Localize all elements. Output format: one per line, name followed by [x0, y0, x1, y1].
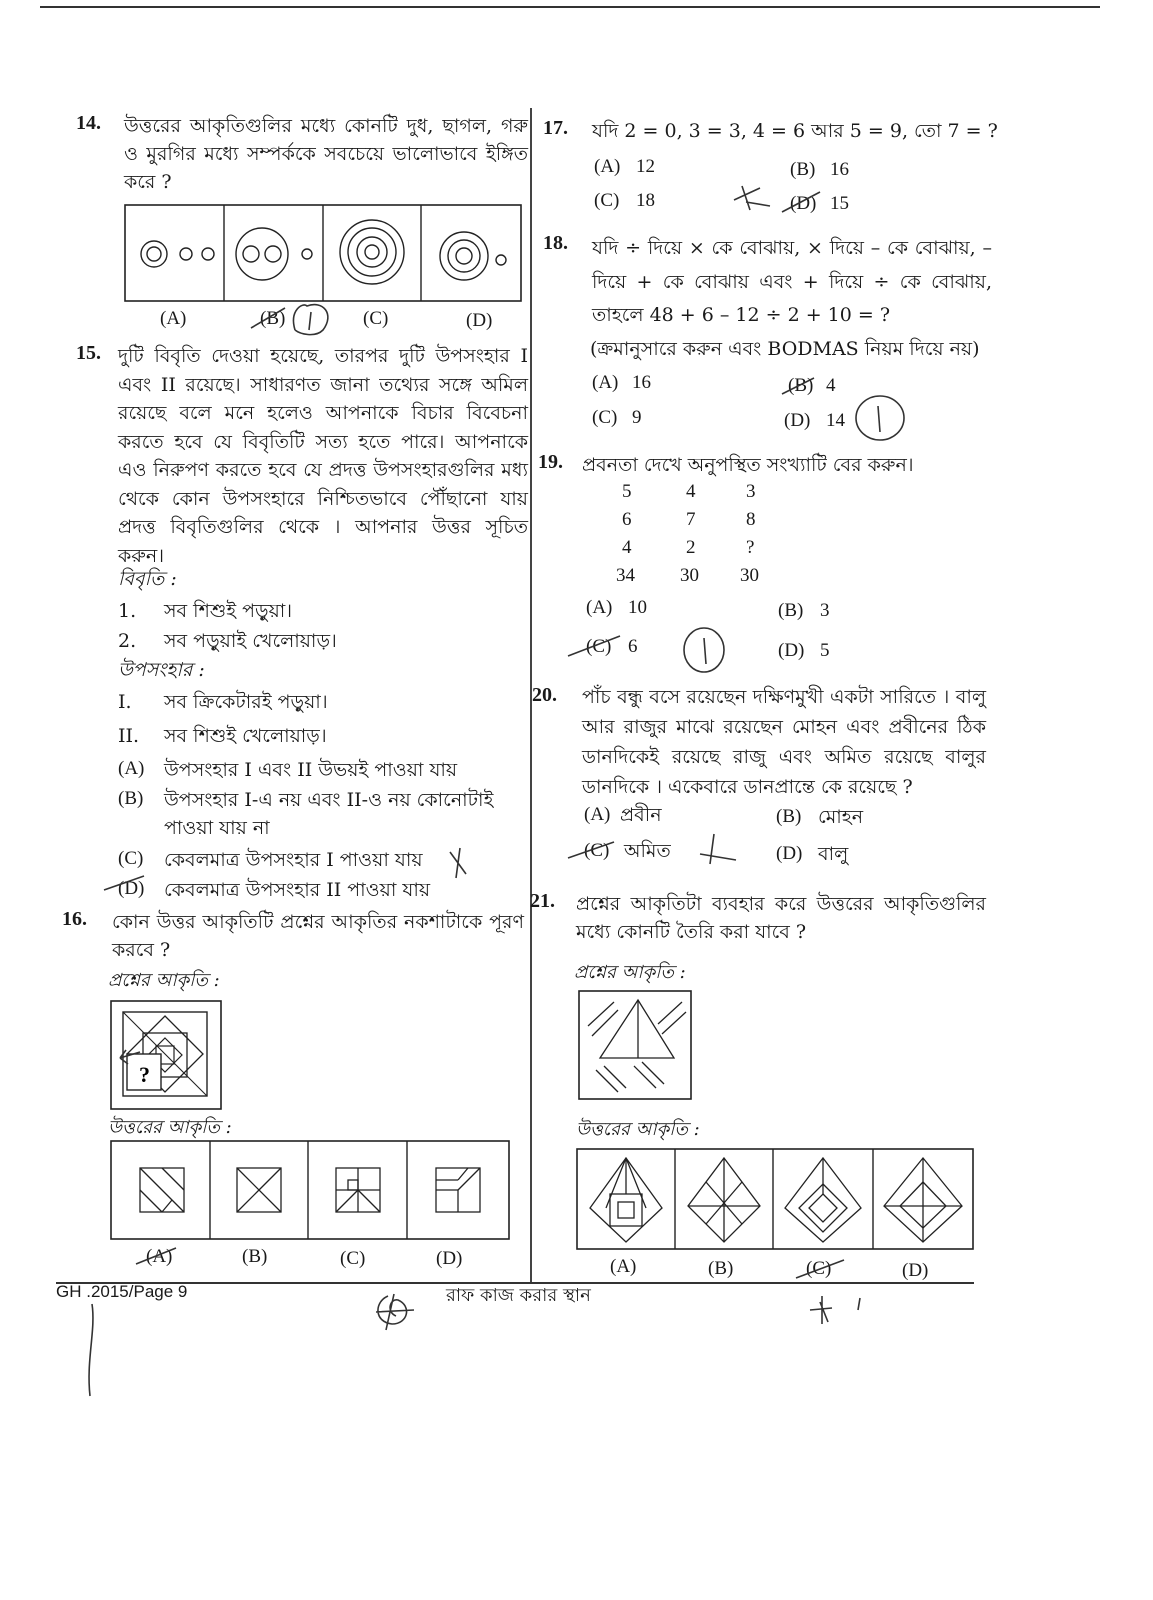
q19-option-b: 3	[820, 600, 830, 621]
q19-grid-r1c3: 3	[746, 481, 756, 502]
q19-option-d-key: (D)	[778, 640, 805, 661]
q15-option-b: উপসংহার I-এ নয় এবং II-ও নয় কোনোটাই পাওয়া যায় না	[164, 789, 494, 839]
q19-grid-r4c1: 34	[616, 565, 635, 586]
q19-option-d: 5	[820, 640, 830, 661]
q21-question-figure	[578, 990, 692, 1100]
q16-text: কোন উত্তর আকৃতিটি প্রশ্নের আকৃতির নকশাটাকে পূরণ করবে ?	[112, 911, 524, 961]
q14-handwritten-mark	[245, 300, 340, 336]
q16-label-a: (A)	[146, 1246, 173, 1267]
page-footer-label: GH .2015/Page 9	[56, 1282, 188, 1301]
q14-label-a: (A)	[160, 308, 187, 329]
q14-number: 14.	[76, 112, 101, 134]
q21-number: 21.	[530, 890, 555, 912]
q20-option-d: বালু	[818, 843, 849, 865]
q15-conclusion-1: সব ক্রিকেটারই পড়ুয়া।	[164, 691, 328, 713]
q20-option-d-key: (D)	[776, 843, 803, 864]
q20-handwritten-marks	[564, 830, 754, 870]
rough-work-label: রাফ কাজ করার স্থান	[446, 1285, 591, 1306]
margin-pen-line	[82, 1300, 102, 1400]
q20-option-b-key: (B)	[776, 806, 802, 827]
q15-conclusion-2-num: II.	[118, 725, 140, 747]
q18-line4: (ক্রমানুসারে করুন এবং BODMAS নিয়ম দিয়ে নয়)	[590, 338, 980, 360]
q18-option-d-key: (D)	[784, 410, 811, 431]
q17-handwritten-mark	[730, 182, 830, 218]
q18-option-a-key: (A)	[592, 372, 619, 393]
q17-option-d-key: (D)	[790, 193, 817, 214]
q20-option-a-key: (A)	[584, 804, 611, 825]
q16-label-d: (D)	[436, 1248, 463, 1269]
q16-figure-d	[436, 1168, 480, 1212]
q15-statement-1: সব শিশুই পড়ুয়া।	[164, 600, 293, 622]
q18-handwritten-marks	[774, 370, 914, 446]
q14-answer-figures	[124, 204, 522, 302]
q19-grid-r4c3: 30	[740, 565, 759, 586]
q15-statement-1-num: 1.	[118, 600, 137, 622]
q16-label-b: (B)	[242, 1246, 268, 1267]
q15-statement-2: সব পড়ুয়াই খেলোয়াড়।	[164, 630, 337, 652]
q15-text: দুটি বিবৃতি দেওয়া হয়েছে, তারপর দুটি উপসংহার I এবং II রয়েছে। সাধারণত জানা তথ্যের সঙ্গে অমিল রয়েছে বলে মনে হলেও আপনাকে বিচার বিবেচনা করতে হবে যে বিবৃতিটি সত্য হতে পারে। আপনাকে এও নিরুপণ করতে হবে যে প্রদত্ত উপসংহারগুলির মধ্য থেকে কোন উপসংহারে নিশ্চিতভাবে পৌঁছানো যায় প্রদত্ত বিবৃতিগুলির থেকে । আপনার উত্তর সূচিত করুন।	[118, 345, 528, 567]
q16-arrow-mark	[118, 1048, 148, 1068]
q14-figure-a	[141, 241, 214, 267]
q15-option-d: কেবলমাত্র উপসংহার II পাওয়া যায়	[164, 879, 431, 901]
q20-text: পাঁচ বন্ধু বসে রয়েছেন দক্ষিণমুখী একটা সারিতে । বালু আর রাজুর মাঝে রয়েছেন মোহন এবং প্রবীনের ঠিক ডানদিকেই রয়েছে রাজু এবং অমিত রয়েছে বালুর ডানদিকে । একেবারে ডানপ্রান্তে কে রয়েছে ?	[582, 686, 986, 798]
q19-option-c: 6	[628, 636, 638, 657]
q15-option-a: উপসংহার I এবং II উভয়ই পাওয়া যায়	[164, 759, 458, 781]
q18-option-c-key: (C)	[592, 407, 618, 428]
q19-option-a: 10	[628, 597, 647, 618]
q19-grid-r2c2: 7	[686, 509, 696, 530]
q15-conclusion-2: সব শিশুই খেলোয়াড়।	[164, 725, 327, 747]
q15-conclusions-title: উপসংহার :	[118, 659, 205, 681]
q19-grid-r2c3: 8	[746, 509, 756, 530]
q17-option-d: 15	[830, 193, 849, 214]
q21-figure-b	[688, 1158, 760, 1242]
q14-figure-c	[340, 220, 404, 284]
q15-handwritten-marks	[100, 848, 480, 898]
q21-answer-fig-label: উত্তরের আকৃতি :	[576, 1119, 700, 1140]
q14-figure-d	[440, 232, 506, 280]
q20-option-a: প্রবীন	[620, 804, 662, 826]
rough-work-scribble	[368, 1292, 418, 1332]
q14-figure-b	[236, 228, 312, 280]
q15-option-d-key: (D)	[118, 878, 145, 899]
q17-option-c: 18	[636, 190, 655, 211]
q20-option-c: অমিত	[624, 840, 671, 862]
q15-conclusion-1-num: I.	[118, 691, 132, 713]
q15-statement-2-num: 2.	[118, 630, 137, 652]
q18-option-b-key: (B)	[788, 375, 814, 396]
q20-option-b: মোহন	[818, 806, 864, 828]
q21-text: প্রশ্নের আকৃতিটা ব্যবহার করে উত্তরের আকৃতিগুলির মধ্যে কোনটি তৈরি করা যাবে ?	[576, 893, 986, 943]
q19-grid-r4c2: 30	[680, 565, 699, 586]
q16-question-fig-label: প্রশ্নের আকৃতি :	[108, 970, 220, 991]
q15-number: 15.	[76, 342, 101, 364]
q18-line3: তাহলে 48 + 6 – 12 ÷ 2 + 10 = ?	[592, 304, 891, 326]
q14-text: উত্তরের আকৃতিগুলির মধ্যে কোনটি দুধ, ছাগল, গরু ও মুরগির মধ্যে সম্পর্ককে সবচেয়ে ভালোভাবে ইঙ্গিত করে ?	[124, 115, 528, 193]
q18-option-b: 4	[826, 375, 836, 396]
q18-option-c: 9	[632, 407, 642, 428]
q17-number: 17.	[543, 117, 568, 139]
q16-question-mark: ?	[139, 1062, 150, 1087]
q21-handwritten-marks	[792, 1250, 882, 1330]
q15-option-c: কেবলমাত্র উপসংহার I পাওয়া যায়	[164, 849, 423, 871]
q16-figure-c	[336, 1168, 380, 1212]
q20-option-c-key: (C)	[584, 840, 610, 861]
q19-grid-r3c2: 2	[686, 537, 696, 558]
q21-question-fig-label: প্রশ্নের আকৃতি :	[574, 962, 686, 983]
q21-label-d: (D)	[902, 1260, 929, 1281]
q16-label-c: (C)	[340, 1248, 366, 1269]
q15-option-c-key: (C)	[118, 848, 144, 869]
q19-number: 19.	[538, 451, 563, 473]
q21-figure-d	[884, 1158, 962, 1242]
q16-handwritten-mark	[132, 1240, 182, 1270]
q17-option-a: 12	[636, 156, 655, 177]
q21-figure-c	[785, 1158, 861, 1242]
q14-label-c: (C)	[363, 308, 389, 329]
q21-figure-a	[590, 1158, 662, 1242]
q19-grid-r3c3: ?	[746, 537, 755, 558]
q19-option-c-key: (C)	[586, 636, 612, 657]
q19-handwritten-marks	[564, 624, 744, 674]
q16-answer-figures	[110, 1140, 510, 1240]
q16-answer-fig-label: উত্তরের আকৃতি :	[108, 1117, 232, 1138]
q21-label-c: (C)	[806, 1258, 832, 1279]
q21-answer-figures	[576, 1148, 974, 1250]
q19-grid-r1c1: 5	[622, 481, 632, 502]
q18-option-d: 14	[826, 410, 845, 431]
q21-label-a: (A)	[610, 1256, 637, 1277]
q15-statements-title: বিবৃতি :	[118, 568, 177, 590]
header-rule	[40, 6, 1100, 8]
q19-option-a-key: (A)	[586, 597, 613, 618]
q17-option-c-key: (C)	[594, 190, 620, 211]
q15-option-a-key: (A)	[118, 758, 145, 779]
q21-label-b: (B)	[708, 1258, 734, 1279]
q18-number: 18.	[543, 232, 568, 254]
q18-line2: দিয়ে + কে বোঝায় এবং + দিয়ে ÷ কে বোঝায়,	[592, 271, 992, 293]
q15-option-b-key: (B)	[118, 788, 144, 809]
q16-number: 16.	[62, 908, 87, 930]
q20-number: 20.	[532, 684, 557, 706]
q16-figure-a	[140, 1168, 184, 1212]
q14-label-d: (D)	[466, 310, 493, 331]
q19-option-b-key: (B)	[778, 600, 804, 621]
q19-grid-r3c1: 4	[622, 537, 632, 558]
q17-text: যদি 2 = 0, 3 = 3, 4 = 6 আর 5 = 9, তো 7 = ?	[592, 120, 998, 142]
q17-option-b: 16	[830, 159, 849, 180]
q18-option-a: 16	[632, 372, 651, 393]
q14-label-b: (B)	[260, 308, 286, 329]
q19-text: প্রবনতা দেখে অনুপস্থিত সংখ্যাটি বের করুন।	[582, 454, 914, 476]
q19-grid-r2c1: 6	[622, 509, 632, 530]
q17-option-a-key: (A)	[594, 156, 621, 177]
q16-figure-b	[237, 1168, 281, 1212]
q19-grid-r1c2: 4	[686, 481, 696, 502]
q17-option-b-key: (B)	[790, 159, 816, 180]
q18-line1: যদি ÷ দিয়ে × কে বোঝায়, × দিয়ে – কে বোঝায়, –	[592, 237, 992, 259]
